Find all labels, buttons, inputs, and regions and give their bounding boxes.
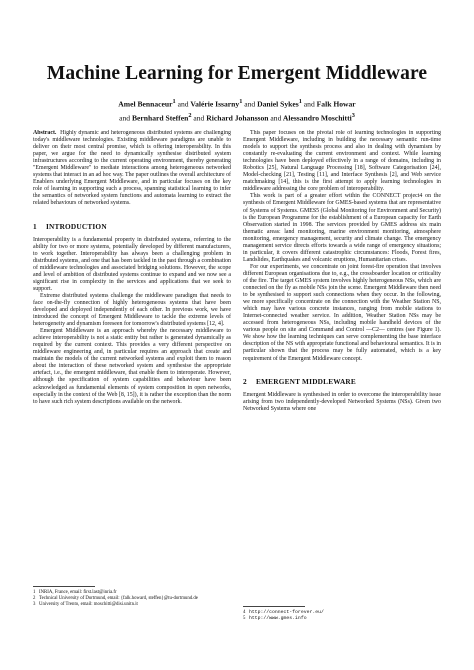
footnote-rule bbox=[33, 586, 95, 587]
footnote: 1 INRIA, France, email: first.last@inria.fr bbox=[33, 590, 117, 595]
footnote: 3 University of Trento, email: moschitti@disi.unitn.it bbox=[33, 602, 138, 607]
author-affiliation: 1 bbox=[172, 98, 176, 105]
author-connector: and bbox=[244, 99, 256, 109]
footnotes-right bbox=[243, 606, 441, 622]
section-heading-introduction: 1 INTRODUCTION bbox=[33, 221, 107, 231]
author-connector: and bbox=[193, 113, 205, 123]
author-name: Amel Bennaceur bbox=[118, 99, 173, 109]
abstract-label: Abstract. bbox=[33, 130, 57, 136]
footnote-link[interactable]: http://www.gmes.info bbox=[249, 616, 307, 621]
abstract bbox=[33, 130, 231, 208]
author-connector: and bbox=[177, 99, 189, 109]
author-name: Falk Howar bbox=[316, 99, 356, 109]
section2-paragraph: Emergent Middleware is synthesised in order to overcome the interoperability issue arising from two independently-developed Networked Systems (NSs). Given two Networked Systems where one bbox=[243, 391, 441, 412]
author-affiliation: 2 bbox=[188, 111, 192, 119]
author-affiliation: 1 bbox=[239, 98, 243, 105]
body-paragraph: For our experiments, we concentrate on joint forest-fire operation that involves different European organisations due to, e.g., the crossboarder location or criticality of the fire. The target GMES system involves highly heterogeneous NSs, which are connected on the fly as mobile NSs join the scene. Emergent Middleware then need to be synthesised to support such connections when they occur. In the following, we more specifically concentrate on the connection with the Weather Station NS, which may have various concrete instances, ranging from mobile stations to Internet-connected weather service. In addition, Weather Station NSs may be accessed from heterogeneous NSs, including mobile handheld devices of the various people on site and Command and Control —C2— centres (see Figure 1). We show how the learning techniques can serve complementing the base interface description of the NS with appropriate functional and behavioural semantics. It is in particular shown that the process may be fully automated, which is a key requirement of the Emergent Middleware concept. bbox=[243, 263, 441, 362]
left-column bbox=[33, 130, 231, 664]
footnote-rule bbox=[243, 606, 305, 607]
section-heading-emergent-middleware: 2 EMERGENT MIDDLEWARE bbox=[243, 376, 356, 386]
author-name: Richard Johansson bbox=[206, 113, 269, 123]
author-name: Bernhard Steffen bbox=[131, 113, 189, 123]
author-affiliation: 1 bbox=[298, 98, 302, 105]
author-line-2 bbox=[60, 110, 414, 124]
author-name: Daniel Sykes bbox=[257, 99, 299, 109]
author-line-1 bbox=[60, 96, 414, 110]
abstract-text: Highly dynamic and heterogeneous distributed systems are challenging today's middleware technologies. Existing middleware paradigms are unable to deliver on their most central promise, which is offering interoperability. In this paper, we argue for the need to dynamically synthesise distributed system infrastructures according to the current operating environment, thereby generating "Emergent Middleware" to mediate interactions among heterogeneous networked systems that interact in an ad hoc way. The paper outlines the overall architecture of Enablers underlying Emergent Middleware, and in particular focuses on the key role of learning in supporting such a process, spanning statistical learning to infer the semantics of networked system functions and automata learning to extract the related behaviours of networked systems. bbox=[33, 130, 231, 207]
footnotes-left bbox=[33, 586, 231, 608]
author-connector: and bbox=[303, 99, 315, 109]
intro-paragraph: Interoperability is a fundamental property in distributed systems, referring to the ability for two or more systems, potentially developed by different manufacturers, to work together. Interoperability has always been a challenging problem in distributed systems, and one that has been tackled in the past through a combination of middleware technologies and associated bridging solutions. However, the scope and level of ambition of distributed systems continue to expand and we now see a significant rise in complexity in the services and applications that we seek to support. bbox=[33, 236, 231, 292]
author-name: Valérie Issarny bbox=[190, 99, 240, 109]
footnote: 2 Technical University of Dortmund, email: {falk.howard, steffen}@tu-dortmund.de bbox=[33, 596, 198, 601]
author-affiliation: 3 bbox=[351, 111, 355, 119]
footnote: 5 http://www.gmes.info bbox=[243, 616, 307, 621]
intro-paragraph: Emergent Middleware is an approach whereby the necessary middleware to achieve interoperability is not a static entity but rather is generated dynamically as required by the current context. This provides a very different perspective on middleware engineering and, in particular requires an approach that create and maintain the models of the current networked systems and exploit them to reason about the interaction of these networked system and synthesise the appropriate artefact, i.e., the emergent middleware, that enable them to interoperate. However, although the specification of system capabilities and behaviour have been acknowledged as fundamental elements of system composition in open networks, especially in the context of the Web [8, 15]), it is rather the exception than the norm to have such rich system descriptions available on the network. bbox=[33, 328, 231, 405]
author-connector: and bbox=[119, 113, 131, 123]
body-paragraph: This work is part of a greater effort within the CONNECT project4 on the synthesis of Emergent Middleware for GMES-based systems that are representative of Systems of Systems. GMES5 (Global Monitoring for Environment and Security) is the European Programme for the establishment of a European capacity for Earth Observation started in 1998. The services provided by GMES address six main thematic areas: land monitoring, marine environment monitoring, atmosphere monitoring, emergency management, security and climate change. The emergency management service directs efforts towards a wide range of emergency situations; in particular, it covers different catastrophic circumstances: Floods, Forest fires, Landslides, Earthquakes and volcanic eruptions, Humanitarian crises. bbox=[243, 193, 441, 263]
author-name: Alessandro Moschitti bbox=[282, 113, 352, 123]
footnote: 4 http://connect-forever.eu/ bbox=[243, 610, 324, 615]
intro-paragraph: Extreme distributed systems challenge the middleware paradigm that needs to face on-the-fly connection of highly heterogeneous systems that have been developed and deployed independently of each other. In previous work, we have introduced the concept of Emergent Middleware to tackle the extreme levels of heterogeneity and dynamism foreseen for tomorrow's distributed systems [12, 4]. bbox=[33, 292, 231, 328]
author-list bbox=[60, 96, 414, 123]
body-paragraph: This paper focuses on the pivotal role of learning technologies in supporting Emergent Middleware, including in building the necessary semantic run-time models to support the synthesis process and also in dealing with dynamism by constantly re-evaluating the current environment and context. While learning technologies have been deployed effectively in a range of domains, including in Robotics [25], Natural Language Processing [18], Software Categorisation [24], Model-checking [21], Testing [11], and Interface Synthesis [2], and Web service matchmaking [14], this is the first attempt to apply learning technologies in middleware addressing the core problem of interoperability. bbox=[243, 130, 441, 193]
paper-title: Machine Learning for Emergent Middleware bbox=[46, 63, 428, 84]
author-connector: and bbox=[270, 113, 282, 123]
footnote-link[interactable]: http://connect-forever.eu/ bbox=[249, 610, 324, 615]
right-column bbox=[243, 130, 441, 664]
